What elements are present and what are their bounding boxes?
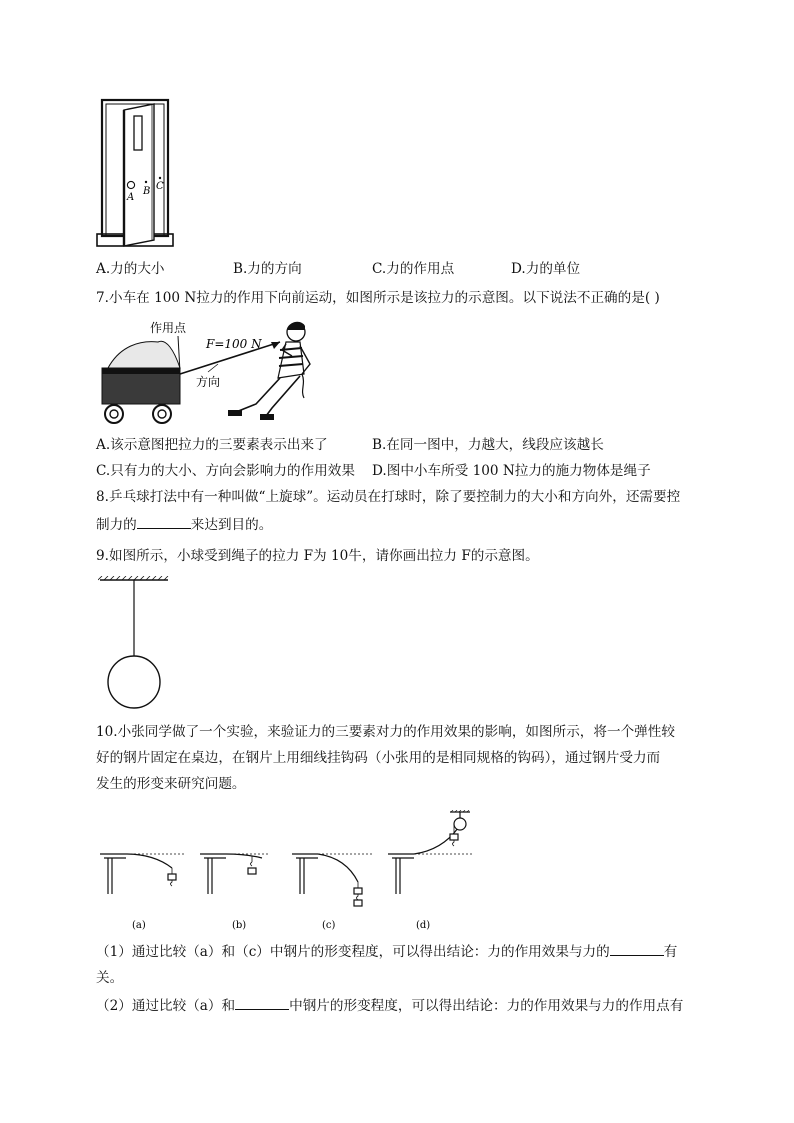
door-point-c: C <box>156 181 164 192</box>
cart-direction-label: 方向 <box>196 375 221 389</box>
q8-line2 <box>96 515 272 535</box>
q10-sub2-blank[interactable] <box>235 996 289 1010</box>
q10-sub2-before: （2）通过比较（a）和 <box>96 998 236 1014</box>
q7-option-d: D.图中小车所受 100 N拉力的施力物体是绳子 <box>372 463 651 479</box>
panel-label-a: (a) <box>132 920 146 931</box>
q6-option-b: B.力的方向 <box>233 261 302 277</box>
panel-label-b: (b) <box>232 920 247 931</box>
q6-option-a: A.力的大小 <box>96 261 165 277</box>
q10-sub2 <box>96 996 683 1016</box>
q10-sub1-line2: 关。 <box>96 970 124 986</box>
q10-sub1 <box>96 942 677 962</box>
q8-answer-blank[interactable] <box>137 515 191 529</box>
cart-point-label: 作用点 <box>150 321 187 335</box>
cart-force-label: F=100 N <box>206 337 262 351</box>
hanging-ball-figure <box>98 576 170 712</box>
q7-stem: 7.小车在 100 N拉力的作用下向前运动，如图所示是该拉力的示意图。以下说法不正确的是( ) <box>96 290 660 306</box>
cart-pull-figure <box>96 312 336 432</box>
q10-sub1-after: 有 <box>663 944 678 960</box>
panel-label-d: (d) <box>416 920 431 931</box>
door-point-a: A <box>127 192 135 203</box>
q9-text: 9.如图所示，小球受到绳子的拉力 F为 10牛，请你画出拉力 F的示意图。 <box>96 548 539 564</box>
q6-option-c: C.力的作用点 <box>372 261 455 277</box>
door-point-b: B <box>143 186 151 197</box>
q10-sub2-after: 中钢片的形变程度，可以得出结论：力的作用效果与力的作用点有 <box>289 998 684 1014</box>
q8-line2-before: 制力的 <box>96 517 137 533</box>
q6-option-d: D.力的单位 <box>511 261 581 277</box>
q10-sub1-before: （1）通过比较（a）和（c）中钢片的形变程度，可以得出结论：力的作用效果与力的 <box>96 944 610 960</box>
q10-sub1-blank[interactable] <box>610 942 664 956</box>
q10-line2: 好的钢片固定在桌边，在钢片上用细线挂钩码（小张用的是相同规格的钩码），通过钢片受力而 <box>96 750 661 766</box>
door-figure <box>96 96 176 252</box>
q10-line3: 发生的形变来研究问题。 <box>96 776 246 792</box>
q10-line1: 10.小张同学做了一个实验，来验证力的三要素对力的作用效果的影响，如图所示，将一个弹性较 <box>96 724 675 740</box>
q8-line2-after: 来达到目的。 <box>190 517 273 533</box>
q7-option-a: A.该示意图把拉力的三要素表示出来了 <box>96 437 328 453</box>
q7-option-b: B.在同一图中，力越大，线段应该越长 <box>372 437 604 453</box>
steel-strip-figure <box>96 810 496 936</box>
q7-option-c: C.只有力的大小、方向会影响力的作用效果 <box>96 463 355 479</box>
q8-line1: 8.乒乓球打法中有一种叫做“上旋球”。运动员在打球时，除了要控制力的大小和方向外，还需要控 <box>96 489 681 505</box>
panel-label-c: (c) <box>322 920 336 931</box>
